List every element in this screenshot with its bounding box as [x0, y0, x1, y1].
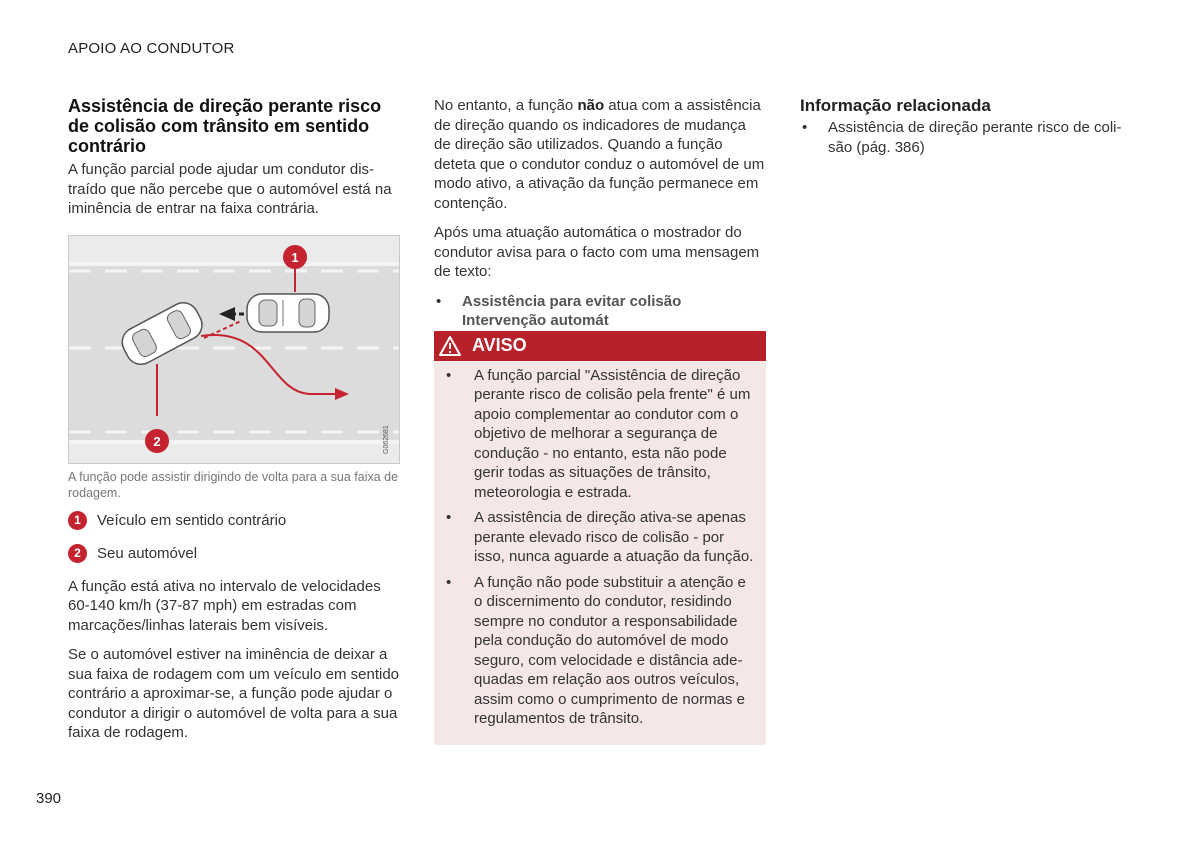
exception-paragraph: No entanto, a função não atua com a assistência de direção quando os indicadores de mudança de direção são utilizados. Quando a função deteta que o condutor conduz o automóvel de um modo ativo, a ativação da função permanece em contenção. — [434, 97, 765, 212]
column-right — [800, 96, 1132, 157]
warning-item: • A assistência de direção ativa-se apenas perante elevado risco de colisão - por isso, nunca aguarde a atuação da função. — [446, 509, 754, 565]
callout-2-number: 2 — [153, 433, 161, 449]
related-info-list — [800, 118, 1132, 157]
legend-item-1 — [68, 511, 400, 530]
running-header: APOIO AO CONDUTOR — [68, 40, 235, 57]
oncoming-car — [247, 294, 329, 332]
bullet-icon: • — [446, 509, 452, 526]
legend-label-2: Seu automóvel — [97, 544, 198, 562]
display-message-list — [434, 292, 766, 331]
warning-list — [446, 366, 754, 729]
figure-caption: A função pode assistir dirigindo de volta para a sua faixa de rodagem. — [68, 469, 399, 500]
warning-box — [434, 331, 766, 745]
illustration-figure — [68, 235, 400, 464]
bullet-icon: • — [446, 366, 452, 384]
page-number: 390 — [36, 790, 62, 807]
display-message-intro: Após uma atuação automática o mostrador do condutor avisa para o facto com uma mensagem de texto: — [434, 224, 760, 280]
road-edge-bottom — [69, 440, 399, 444]
warning-header — [434, 331, 766, 361]
speed-range-paragraph: A função está ativa no intervalo de velocidades 60-140 km/h (37-87 mph) em estradas com marcações/linhas laterais bem visíveis. — [68, 577, 381, 634]
section-title: Assistência de direção perante risco de colisão com trânsito em sentido contrário — [68, 96, 382, 156]
bullet-icon: • — [802, 119, 808, 136]
column-middle — [434, 96, 766, 745]
column-left — [68, 96, 400, 753]
road-illustration — [69, 236, 399, 463]
bullet-icon: • — [436, 292, 442, 310]
related-info-link[interactable]: • Assistência de direção perante risco de coli-são (pág. 386) — [802, 119, 1122, 156]
legend-label-1: Veículo em sentido contrário — [97, 511, 287, 529]
figure-code: G062681 — [383, 424, 390, 454]
display-message-line-1: Assistência para evitar colisão — [462, 292, 682, 310]
warning-title: AVISO — [472, 335, 527, 355]
road-edge-top — [69, 262, 399, 266]
display-message — [434, 292, 766, 331]
related-info-title: Informação relacionada — [800, 96, 991, 115]
legend-item-2 — [68, 544, 400, 563]
function-description-paragraph: Se o automóvel estiver na iminência de deixar a sua faixa de rodagem com um veículo em sentido contrário a aproximar-se, a função pode ajudar o condutor a dirigir o automóvel de volta para a sua faixa de rodagem. — [68, 646, 400, 741]
warning-triangle-icon — [438, 335, 462, 357]
warning-body — [434, 361, 766, 745]
legend-badge-1: 1 — [68, 511, 87, 530]
road-surface — [69, 262, 399, 444]
warning-item: • A função não pode substituir a atenção e o discernimento do condutor, residindo sempre no condutor a responsabilidade pela condução do automóvel de modo seguro, com velocidade e distância ade-quadas em relação aos outros veículos, assim como o cumprimento de normas e regulamentos de trânsito. — [446, 573, 746, 727]
display-message-line-2: Intervenção automát — [462, 312, 609, 329]
legend-badge-2: 2 — [68, 544, 87, 563]
callout-1-number: 1 — [291, 249, 299, 265]
warning-item: • A função parcial "Assistência de direção perante risco de colisão pela frente" é um apoio complementar ao condutor com o objetivo de melhorar a segurança de condução - no entanto, esta não pode gerir todas as situações de trânsito, meteorologia e estrada. — [446, 366, 751, 501]
bullet-icon: • — [446, 573, 452, 591]
intro-paragraph: A função parcial pode ajudar um condutor dis-traído que não percebe que o automóvel está na iminência de entrar na faixa contrária. — [68, 161, 392, 217]
